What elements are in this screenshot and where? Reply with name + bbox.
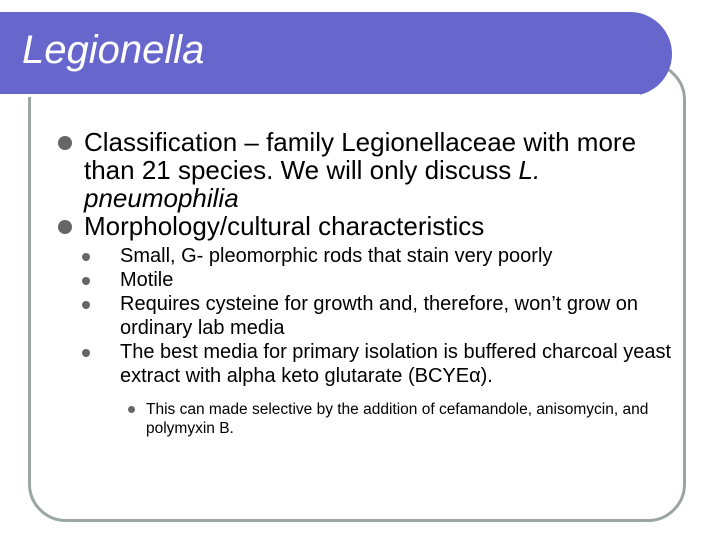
classification-text: Classification – family Legionellaceae with more than 21 species. We will only discuss — [84, 127, 637, 185]
sub-bullet-text: Motile — [120, 269, 174, 291]
bullet-dot-icon — [58, 136, 72, 150]
sub-bullet-media — [58, 340, 678, 388]
bullet-dot-icon — [82, 349, 90, 357]
bullet-dot-icon — [128, 406, 135, 413]
sub-sub-bullet-text: This can made selective by the addition of cefamandole, anisomycin, and polymyxin B. — [146, 401, 649, 437]
sub-bullet-text: The best media for primary isolation is buffered charcoal yeast extract with alpha keto glutarate (BCYEα). — [120, 341, 672, 387]
title-underline — [0, 94, 640, 97]
bullet-dot-icon — [82, 253, 90, 261]
sub-sub-bullet-selective — [58, 400, 678, 438]
sub-bullet-text: Small, G- pleomorphic rods that stain very poorly — [120, 245, 553, 267]
bullet-dot-icon — [58, 220, 72, 234]
species-name: L. pneumophilia — [84, 155, 541, 213]
bullet-morphology — [58, 212, 678, 240]
sub-bullet-text: Requires cysteine for growth and, therefore, won’t grow on ordinary lab media — [120, 293, 639, 339]
morphology-text: Morphology/cultural characteristics — [84, 211, 485, 241]
sub-bullet-rods — [58, 244, 678, 268]
sub-bullet-cysteine — [58, 292, 678, 340]
bullet-dot-icon — [82, 277, 90, 285]
bullet-dot-icon — [82, 301, 90, 309]
bullet-classification — [58, 128, 678, 212]
slide-content — [58, 128, 678, 438]
sub-bullet-motile — [58, 268, 678, 292]
slide-title: Legionella — [22, 28, 205, 72]
